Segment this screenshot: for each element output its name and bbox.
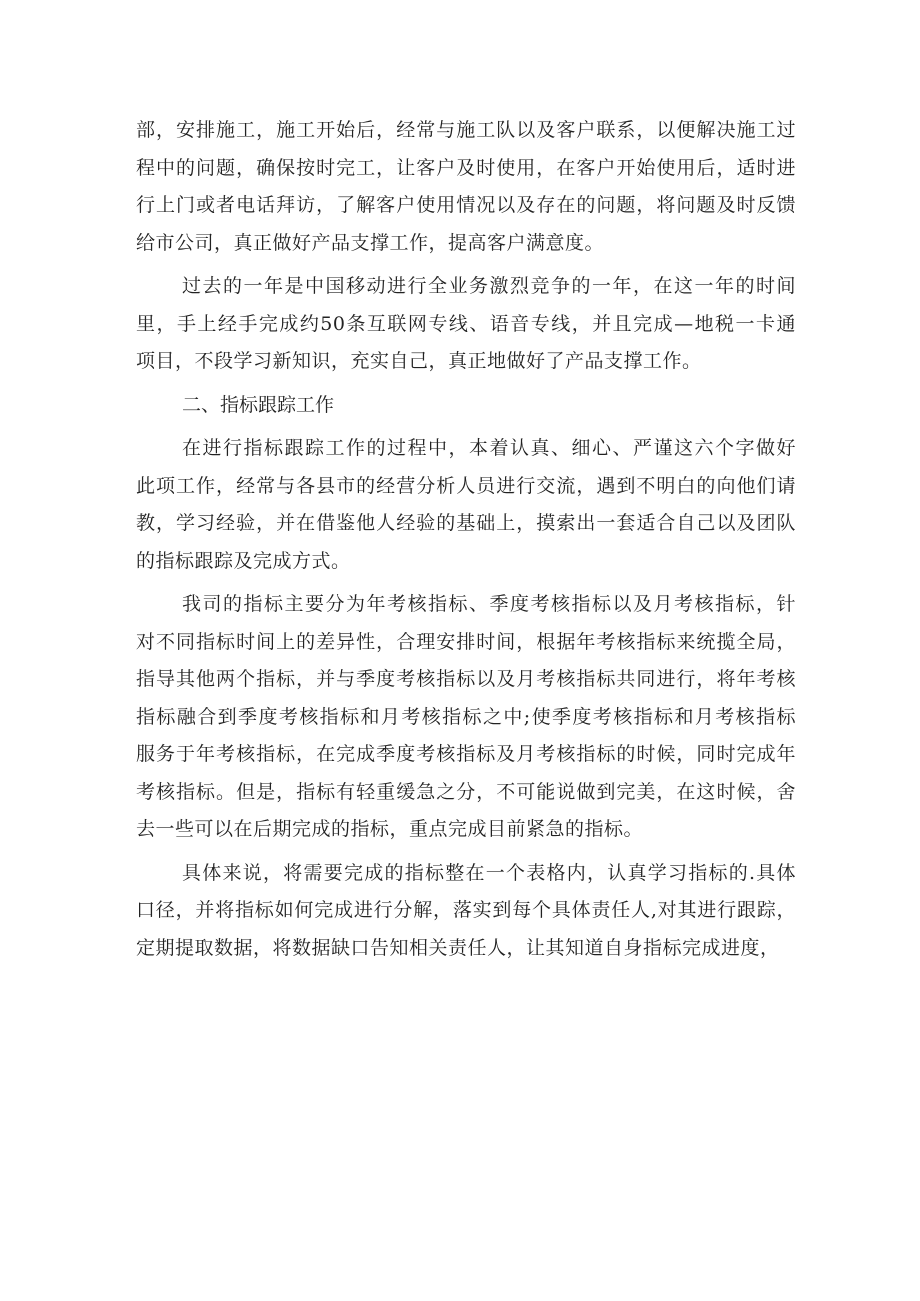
paragraph-line: 此项工作，经常与各县市的经营分析人员进行交流，遇到不明白的向他们请 (136, 474, 796, 497)
paragraph (136, 855, 796, 968)
paragraph-line: 口径，并将指标如何完成进行分解，落实到每个具体责任人,对其进行跟踪， (136, 899, 796, 921)
paragraph-line: 服务于年考核指标，在完成季度考核指标及月考核指标的时候，同时完成年 (136, 743, 796, 765)
paragraph-line: 程中的问题，确保按时完工，让客户及时使用，在客户开始使用后，适时进 (136, 156, 796, 179)
paragraph-line: 过去的一年是中国移动进行全业务激烈竞争的一年，在这一年的时间 (182, 275, 796, 297)
paragraph-line: 教，学习经验，并在借鉴他人经验的基础上，摸索出一套适合自己以及团队 (136, 512, 796, 534)
paragraph (136, 586, 796, 849)
paragraph-line: 给市公司，真正做好产品支撑工作，提高客户满意度。 (136, 231, 605, 254)
paragraph-line: 对不同指标时间上的差异性，合理安排时间，根据年考核指标来统揽全局， (136, 630, 796, 653)
paragraph-line: 在进行指标跟踪工作的过程中，本着认真、细心、严谨这六个字做好 (182, 437, 796, 459)
paragraph-line: 的指标跟踪及完成方式。 (136, 549, 351, 572)
paragraph-line: 部，安排施工，施工开始后，经常与施工队以及客户联系，以便解决施工过 (136, 119, 796, 141)
paragraph-line: 里，手上经手完成约50条互联网专线、语音专线，并且完成—地税一卡通 (136, 312, 796, 335)
paragraph-line: 考核指标。但是，指标有轻重缓急之分，不可能说做到完美，在这时候，舍 (136, 780, 796, 803)
paragraph (136, 112, 796, 262)
heading-text: 二、指标跟踪工作 (182, 393, 335, 416)
paragraph-line: 指导其他两个指标，并与季度考核指标以及月考核指标共同进行，将年考核 (136, 668, 796, 690)
paragraph-line: 指标融合到季度考核指标和月考核指标之中;使季度考核指标和月考核指标 (136, 705, 796, 728)
paragraph (136, 268, 796, 381)
paragraph-line: 具体来说，将需要完成的指标整在一个表格内，认真学习指标的.具体 (182, 861, 796, 884)
paragraph-line: 我司的指标主要分为年考核指标、季度考核指标以及月考核指标，针 (182, 593, 796, 615)
paragraph-line: 项目，不段学习新知识，充实自己，真正地做好了产品支撑工作。 (136, 350, 702, 372)
paragraph (136, 430, 796, 580)
paragraph-line: 定期提取数据，将数据缺口告知相关责任人，让其知道自身指标完成进度， (136, 936, 780, 959)
document-body (136, 112, 796, 973)
section-heading (136, 387, 796, 425)
paragraph-line: 去一些可以在后期完成的指标，重点完成目前紧急的指标。 (136, 818, 644, 840)
paragraph-line: 行上门或者电话拜访，了解客户使用情况以及存在的问题，将问题及时反馈 (136, 194, 796, 216)
